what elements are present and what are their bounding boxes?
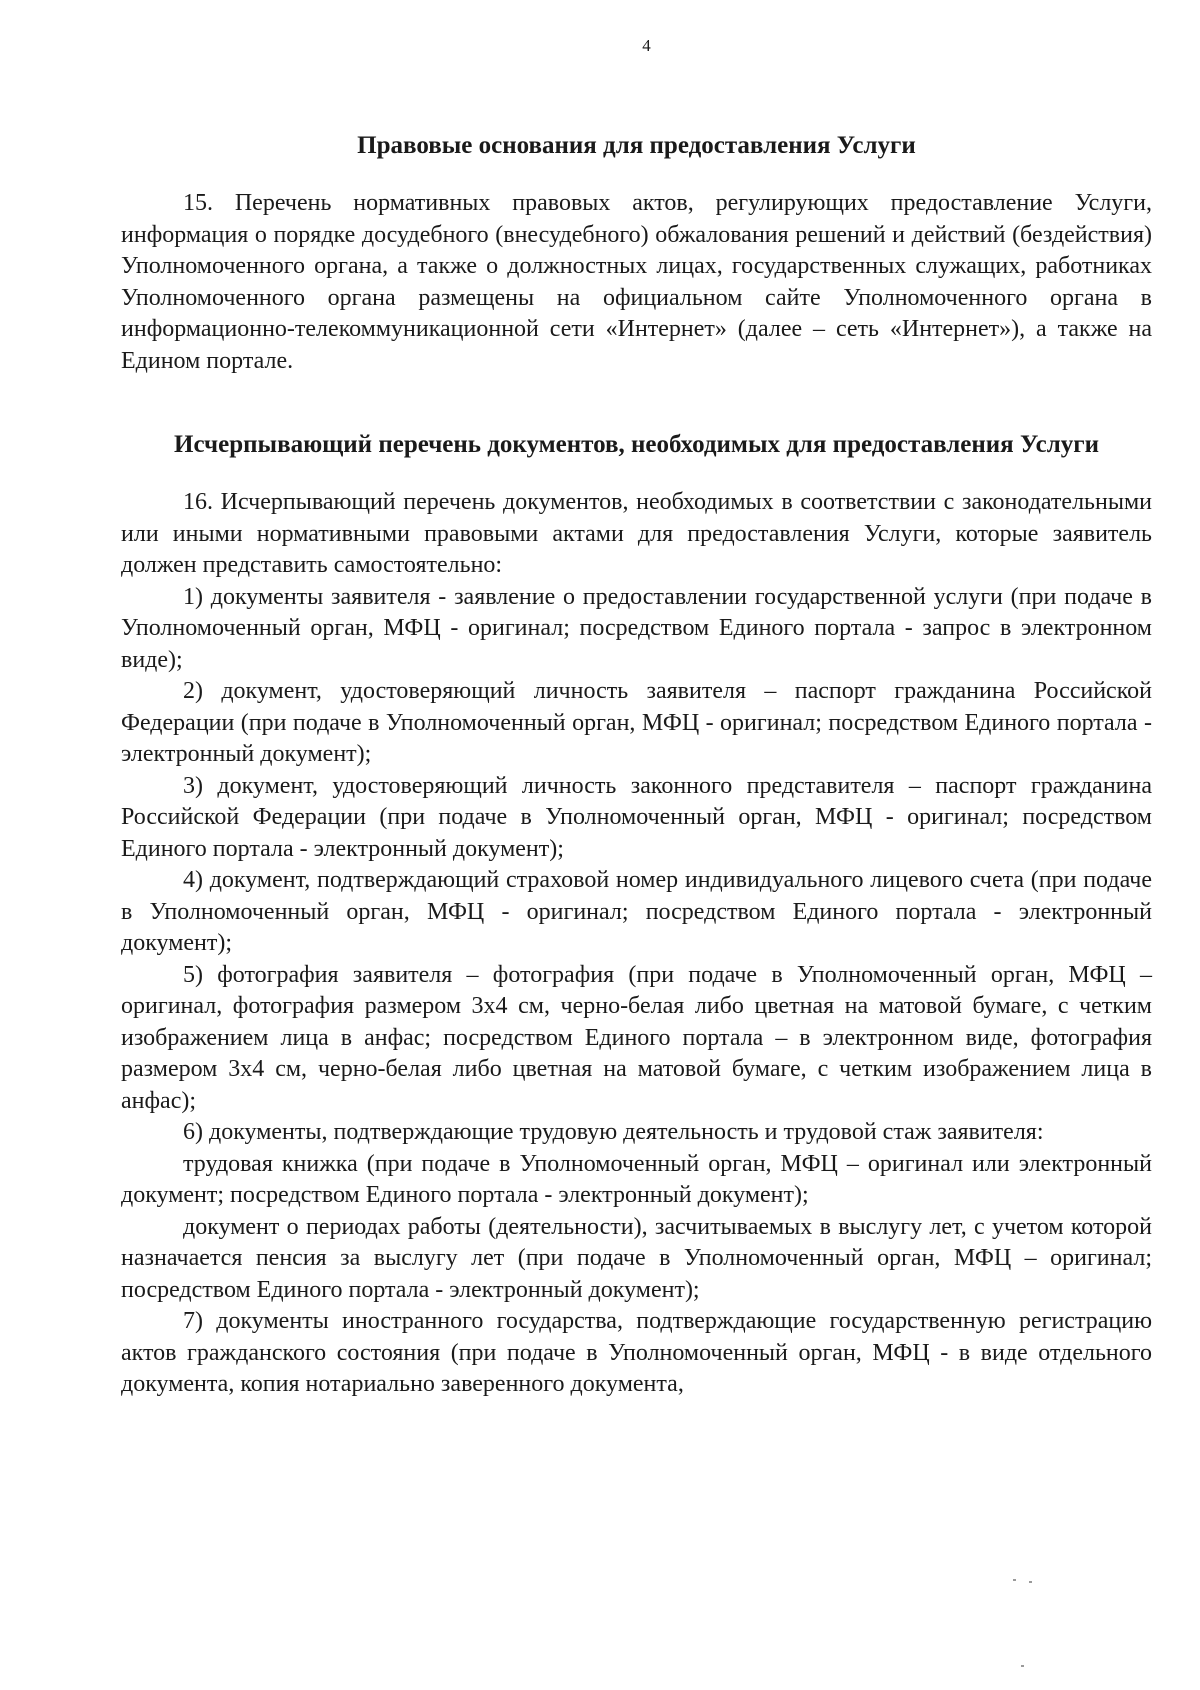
page-number: 4	[642, 36, 651, 55]
list-item-5: 5) фотография заявителя – фотография (при подаче в Уполномоченный орган, МФЦ – оригинал, фотография размером 3х4 см, черно-белая либо цветная на матовой бумаге, с четким изображением лица в анфас; посредством Единого портала – в электронном виде, фотография размером 3х4 см, черно-белая либо цветная на матовой бумаге, с четким изображением лица в анфас);	[121, 961, 1152, 1114]
scan-artifact	[1021, 1665, 1024, 1667]
section-heading-legal-grounds: Правовые основания для предоставления Услуги	[357, 132, 916, 159]
list-subitem-work-book: трудовая книжка (при подаче в Уполномоченный орган, МФЦ – оригинал или электронный документ; посредством Единого портала - электронный документ);	[121, 1150, 1152, 1208]
list-item-7: 7) документы иностранного государства, подтверждающие государственную регистрацию актов гражданского состояния (при подаче в Уполномоченный орган, МФЦ - в виде отдельного документа, копия нотариально заверенного документа,	[121, 1308, 1152, 1397]
paragraph-15: 15. Перечень нормативных правовых актов, регулирующих предоставление Услуги, информация о порядке досудебного (внесудебного) обжалования решений и действий (бездействия) Уполномоченного органа, а также о должностных лицах, государственных служащих, работниках Уполномоченного органа размещены на официальном сайте Уполномоченного органа в информационно-телекоммуникационной сети «Интернет» (далее – сеть «Интернет»), а также на Едином портале.	[121, 190, 1152, 374]
list-item-6: 6) документы, подтверждающие трудовую деятельность и трудовой стаж заявителя:	[183, 1119, 1044, 1145]
scan-artifact	[1013, 1579, 1016, 1581]
paragraph-16: 16. Исчерпывающий перечень документов, необходимых в соответствии с законодательными или иными нормативными правовыми актами для предоставления Услуги, которые заявитель должен представить самостоятельно:	[121, 489, 1152, 578]
section-heading-documents-list: Исчерпывающий перечень документов, необходимых для предоставления Услуги	[174, 431, 1099, 458]
list-item-3: 3) документ, удостоверяющий личность законного представителя – паспорт гражданина Российской Федерации (при подаче в Уполномоченный орган, МФЦ - оригинал; посредством Единого портала - электронный документ);	[121, 772, 1152, 862]
list-subitem-work-periods: документ о периодах работы (деятельности), засчитываемых в выслугу лет, с учетом которой назначается пенсия за выслугу лет (при подаче в Уполномоченный орган, МФЦ – оригинал; посредством Единого портала - электронный документ);	[121, 1213, 1152, 1303]
list-item-4: 4) документ, подтверждающий страховой номер индивидуального лицевого счета (при подаче в Уполномоченный орган, МФЦ - оригинал; посредством Единого портала - электронный документ);	[121, 867, 1152, 956]
list-item-1: 1) документы заявителя - заявление о предоставлении государственной услуги (при подаче в Уполномоченный орган, МФЦ - оригинал; посредством Единого портала - запрос в электронном виде);	[121, 583, 1152, 673]
scan-artifact	[1029, 1581, 1032, 1583]
list-item-2: 2) документ, удостоверяющий личность заявителя – паспорт гражданина Российской Федерации (при подаче в Уполномоченный орган, МФЦ - оригинал; посредством Единого портала - электронный документ);	[121, 678, 1152, 767]
